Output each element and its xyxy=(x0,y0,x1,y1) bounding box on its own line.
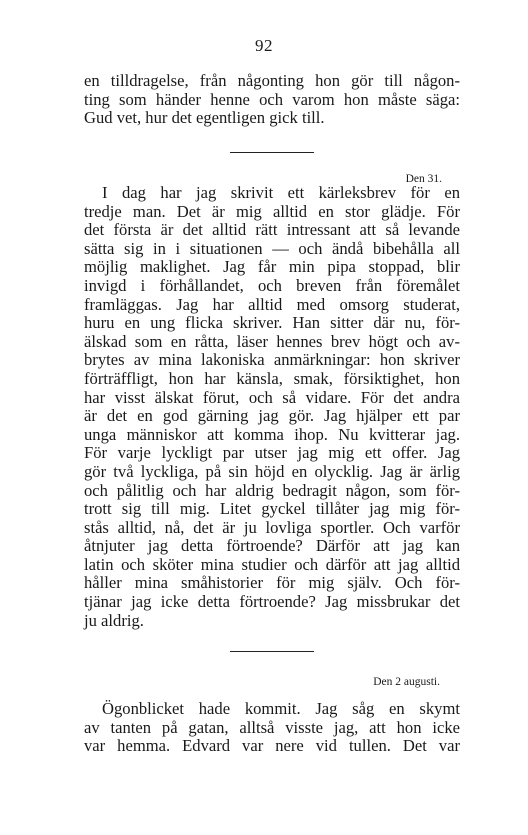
text-line: möjlig maklighet. Jag får min pipa stoppad, blir xyxy=(84,257,460,277)
text-line: brytes av mina lakoniska anmärkningar: hon skriver xyxy=(84,350,460,370)
text-line: är det en god gärning jag gör. Jag hjälper ett par xyxy=(84,406,460,426)
section-divider xyxy=(230,152,314,153)
text-line: älskad som en råtta, läser hennes brev högt och av- xyxy=(84,331,460,351)
text-line: Gud vet, hur det egentligen gick till. xyxy=(84,108,325,128)
entry-date: Den 31. xyxy=(405,173,442,185)
text-line: latin och sköter mina studier och därför att jag alltid xyxy=(84,554,460,574)
text-line: en tilldragelse, från någonting hon gör till någon- xyxy=(84,71,460,90)
text-line: av tanten på gatan, alltså visste jag, att hon icke xyxy=(84,717,460,737)
text-line: förträffligt, hon har känsla, smak, försiktighet, hon xyxy=(84,368,460,388)
text-line: ting som händer henne och varom hon måste säga: xyxy=(84,89,460,109)
text-line: gör två lyckliga, på sin höjd en olycklig. Jag är ärlig xyxy=(84,461,460,481)
paragraph-continued xyxy=(84,72,460,128)
text-line: För varje lyckligt par utser jag mig ett offer. Jag xyxy=(84,443,460,463)
text-line: I dag har jag skrivit ett kärleksbrev för en xyxy=(102,183,460,202)
text-line: har visst älskat förut, och så vidare. För det andra xyxy=(84,387,460,407)
text-line: unga människor att komma ihop. Nu kvitterar jag. xyxy=(84,424,460,444)
diary-entry-paragraph xyxy=(84,184,460,630)
text-line: sätta sig in i situationen — och ändå bibehålla all xyxy=(84,238,460,258)
text-line: åtnjuter jag detta förtroende? Därför att jag kan xyxy=(84,536,460,556)
entry-date: Den 2 augusti. xyxy=(373,676,440,688)
text-line: och pålitlig och har aldrig bedragit någon, som för- xyxy=(84,480,460,500)
text-line: trott sig till mig. Litet gyckel tillåter jag mig för- xyxy=(84,499,460,519)
text-line: stås alltid, nå, det är ju lovliga sportler. Och varför xyxy=(84,517,460,537)
text-line: det första är det alltid rätt intressant att så levande xyxy=(84,220,460,240)
text-line: framläggas. Jag har alltid med omsorg studerat, xyxy=(84,294,460,314)
text-line: håller mina småhistorier för mig själv. Och för- xyxy=(84,573,460,593)
text-line: Ögonblicket hade kommit. Jag såg en skymt xyxy=(102,699,460,718)
text-line: var hemma. Edvard var nere vid tullen. Det var xyxy=(84,736,460,756)
text-line: huru en ung flicka skriver. Han sitter där nu, för- xyxy=(84,313,460,333)
text-line: ju aldrig. xyxy=(84,610,144,630)
text-line: tredje man. Det är mig alltid en stor glädje. För xyxy=(84,201,460,221)
diary-entry-paragraph xyxy=(84,700,460,756)
section-divider xyxy=(230,651,314,652)
text-line: invigd i förhållandet, och breven från föremålet xyxy=(84,275,460,295)
page-number: 92 xyxy=(255,36,273,55)
text-line: tjänar jag icke detta förtroende? Jag missbrukar det xyxy=(84,592,460,612)
